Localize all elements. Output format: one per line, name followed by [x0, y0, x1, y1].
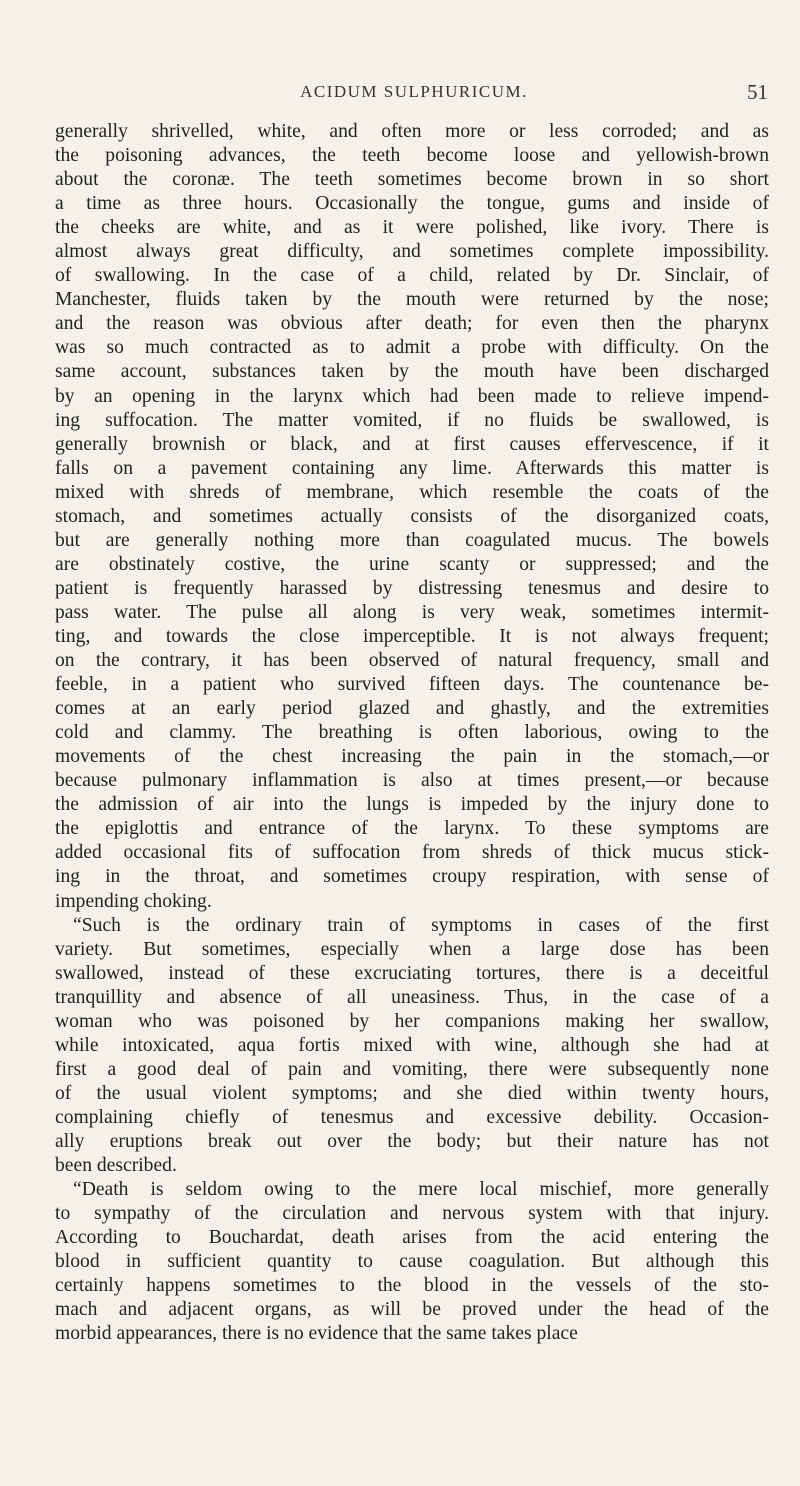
text-line: about the coronæ. The teeth sometimes become brown in so short [55, 169, 769, 191]
text-line: a time as three hours. Occasionally the tongue, gums and inside of [55, 193, 769, 215]
text-line: variety. But sometimes, especially when a large dose has been [55, 938, 769, 960]
text-line: movements of the chest increasing the pain in the stomach,—or [55, 746, 769, 768]
text-line: of swallowing. In the case of a child, related by Dr. Sinclair, of [55, 265, 769, 287]
text-line: almost always great difficulty, and sometimes complete impossibility. [55, 241, 769, 263]
text-line: ally eruptions break out over the body; but their nature has not [55, 1130, 769, 1152]
text-line: because pulmonary inflammation is also at times present,—or because [55, 770, 769, 792]
text-line: while intoxicated, aqua fortis mixed with wine, although she had at [55, 1034, 769, 1056]
text-line: of the usual violent symptoms; and she died within twenty hours, [55, 1082, 769, 1104]
text-line: ing suffocation. The matter vomited, if no fluids be swallowed, is [55, 409, 769, 431]
text-line: “Death is seldom owing to the mere local mischief, more generally [73, 1179, 769, 1201]
text-line: been described. [55, 1155, 177, 1177]
text-line: According to Bouchardat, death arises from the acid entering the [55, 1227, 769, 1249]
running-title: ACIDUM SULPHURICUM. [300, 82, 528, 101]
text-line: same account, substances taken by the mouth have been discharged [55, 361, 769, 383]
text-line: Manchester, fluids taken by the mouth were returned by the nose; [55, 289, 769, 311]
text-line: cold and clammy. The breathing is often laborious, owing to the [55, 722, 769, 744]
page-number: 51 [747, 80, 768, 104]
text-line: stomach, and sometimes actually consists of the disorganized coats, [55, 505, 769, 527]
text-line: certainly happens sometimes to the blood in the vessels of the sto- [55, 1275, 769, 1297]
text-line: mixed with shreds of membrane, which resemble the coats of the [55, 481, 769, 503]
text-line: are obstinately costive, the urine scanty or suppressed; and the [55, 553, 769, 575]
text-line: comes at an early period glazed and ghastly, and the extremities [55, 698, 769, 720]
text-line: morbid appearances, there is no evidence that the same takes place [55, 1323, 578, 1345]
text-line: ing in the throat, and sometimes croupy respiration, with sense of [55, 866, 769, 888]
text-line: first a good deal of pain and vomiting, there were subsequently none [55, 1058, 769, 1080]
text-line: by an opening in the larynx which had been made to relieve impend- [55, 385, 769, 407]
text-line: the admission of air into the lungs is impeded by the injury done to [55, 794, 769, 816]
text-line: was so much contracted as to admit a probe with difficulty. On the [55, 337, 769, 359]
text-line: “Such is the ordinary train of symptoms in cases of the first [73, 914, 769, 936]
text-line: swallowed, instead of these excruciating tortures, there is a deceitful [55, 962, 769, 984]
text-line: the cheeks are white, and as it were polished, like ivory. There is [55, 217, 769, 239]
text-line: generally shrivelled, white, and often more or less corroded; and as [55, 121, 769, 142]
text-line: ting, and towards the close imperceptible. It is not always frequent; [55, 625, 769, 647]
text-line: complaining chiefly of tenesmus and excessive debility. Occasion- [55, 1106, 769, 1128]
text-line: tranquillity and absence of all uneasiness. Thus, in the case of a [55, 986, 769, 1008]
text-line: the poisoning advances, the teeth become loose and yellowish-brown [55, 145, 769, 167]
text-line: and the reason was obvious after death; for even then the pharynx [55, 313, 769, 335]
text-line: blood in sufficient quantity to cause coagulation. But although this [55, 1251, 769, 1273]
text-line: woman who was poisoned by her companions making her swallow, [55, 1010, 769, 1032]
text-line: to sympathy of the circulation and nervous system with that injury. [55, 1203, 769, 1225]
text-line: falls on a pavement containing any lime. Afterwards this matter is [55, 457, 769, 479]
body-text [55, 120, 769, 1346]
text-line: but are generally nothing more than coagulated mucus. The bowels [55, 529, 769, 551]
text-line: the epiglottis and entrance of the larynx. To these symptoms are [55, 818, 769, 840]
text-line: impending choking. [55, 890, 212, 912]
text-line: mach and adjacent organs, as will be proved under the head of the [55, 1299, 769, 1321]
text-line: added occasional fits of suffocation from shreds of thick mucus stick- [55, 842, 769, 864]
text-line: pass water. The pulse all along is very weak, sometimes intermit- [55, 601, 769, 623]
text-line: patient is frequently harassed by distressing tenesmus and desire to [55, 577, 769, 599]
running-head [60, 80, 768, 110]
text-line: feeble, in a patient who survived fifteen days. The countenance be- [55, 674, 769, 696]
text-line: on the contrary, it has been observed of natural frequency, small and [55, 650, 769, 672]
text-line: generally brownish or black, and at first causes effervescence, if it [55, 433, 769, 455]
